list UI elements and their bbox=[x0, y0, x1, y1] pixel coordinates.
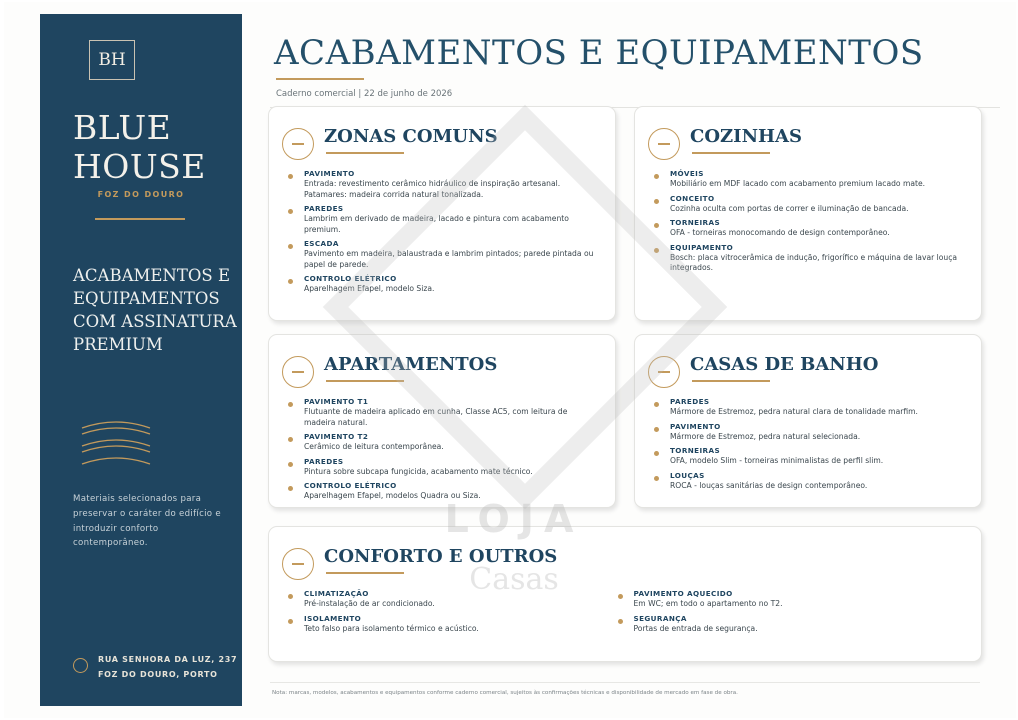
card-title: APARTAMENTOS bbox=[324, 354, 498, 375]
card-title: ZONAS COMUNS bbox=[324, 126, 498, 147]
waves-icon bbox=[80, 418, 152, 468]
bullet-icon bbox=[288, 402, 293, 407]
bullet-icon bbox=[654, 223, 659, 228]
item-label: PAVIMENTO AQUECIDO bbox=[633, 589, 733, 598]
item-text: Lambrim em derivado de madeira, lacado e pintura com acabamento premium. bbox=[304, 214, 569, 234]
bullet-icon bbox=[288, 279, 293, 284]
tagline: ACABAMENTOS E EQUIPAMENTOS COM ASSINATURA PREMIUM bbox=[73, 266, 237, 354]
item-label: SEGURANÇA bbox=[633, 613, 687, 623]
bullet-icon bbox=[654, 402, 659, 407]
bullet-icon bbox=[288, 437, 293, 442]
item-text: Mármore de Estremoz, pedra natural selecionada. bbox=[670, 431, 861, 441]
item-text: Cerâmico de leitura contemporânea. bbox=[304, 442, 444, 451]
list-item bbox=[670, 397, 963, 418]
footer-note: Nota: marcas, modelos, acabamentos e equipamentos conforme caderno comercial, sujeitos às confirmações técnicas e disponibilidade de mercado em fase de obra. bbox=[272, 690, 738, 696]
address-line1: RUA SENHORA DA LUZ, 237 bbox=[98, 655, 238, 664]
page-subtitle: Caderno comercial | 22 de junho de 2026 bbox=[276, 89, 453, 99]
item-text: Mármore de Estremoz, pedra natural clara de tonalidade marfim. bbox=[670, 407, 918, 416]
document-page bbox=[4, 2, 1016, 718]
item-text: OFA, modelo Slim - torneiras minimalistas de perfil slim. bbox=[670, 456, 884, 465]
item-label: PAREDES bbox=[304, 456, 344, 466]
card-title: COZINHAS bbox=[690, 126, 802, 147]
list-item bbox=[670, 243, 963, 274]
item-text: Mobiliário em MDF lacado com acabamento premium lacado mate. bbox=[670, 179, 926, 188]
brand-line2: HOUSE bbox=[73, 147, 206, 186]
location-pin-icon bbox=[73, 658, 88, 673]
item-label: TORNEIRAS bbox=[670, 218, 721, 227]
item-label: PAVIMENTO T1 bbox=[304, 397, 369, 406]
item-label: PAVIMENTO bbox=[670, 421, 721, 431]
list-item bbox=[670, 422, 963, 443]
bullet-icon bbox=[654, 427, 659, 432]
item-label: CLIMATIZAÇÃO bbox=[304, 589, 369, 598]
item-label: ESCADA bbox=[304, 239, 339, 248]
address-line2: FOZ DO DOURO, PORTO bbox=[98, 670, 218, 679]
footer-divider bbox=[270, 682, 980, 683]
page-title: ACABAMENTOS E EQUIPAMENTOS bbox=[274, 33, 924, 73]
list-item bbox=[670, 471, 963, 492]
minus-circle-icon bbox=[282, 128, 314, 160]
title-underline bbox=[276, 78, 364, 80]
bullet-icon bbox=[288, 594, 293, 599]
sidebar bbox=[40, 14, 242, 706]
item-label: CONTROLO ELÉTRICO bbox=[304, 274, 397, 283]
watermark-text: LOJA bbox=[444, 497, 584, 541]
bullet-icon bbox=[618, 619, 623, 624]
bullet-icon bbox=[288, 486, 293, 491]
item-label: ISOLAMENTO bbox=[304, 613, 362, 623]
title-underline bbox=[326, 572, 404, 574]
item-text: Teto falso para isolamento térmico e acústico. bbox=[304, 623, 479, 633]
item-label: PAREDES bbox=[670, 397, 710, 406]
bullet-icon bbox=[288, 462, 293, 467]
item-text: Portas de entrada de segurança. bbox=[633, 623, 758, 633]
bullet-icon bbox=[654, 451, 659, 456]
item-text: Aparelhagem Efapel, modelo Siza. bbox=[304, 284, 435, 293]
item-text: Flutuante de madeira aplicado em cunha, Classe AC5, com leitura de madeira natural. bbox=[304, 407, 568, 427]
brand-name bbox=[73, 108, 243, 186]
list-item bbox=[634, 589, 964, 610]
bullet-icon bbox=[654, 199, 659, 204]
title-underline bbox=[692, 152, 770, 154]
item-text: OFA - torneiras monocomando de design contemporâneo. bbox=[670, 228, 890, 237]
bullet-icon bbox=[288, 619, 293, 624]
item-text: ROCA - louças sanitárias de design contemporâneo. bbox=[670, 480, 868, 490]
item-label: TORNEIRAS bbox=[670, 446, 721, 455]
item-label: PAVIMENTO bbox=[304, 169, 355, 178]
item-columns bbox=[304, 589, 963, 638]
brand-location: FOZ DO DOURO bbox=[97, 190, 185, 199]
item-text: Entrada: revestimento cerâmico hidráulico de inspiração artesanal. Patamares: madeira corrida natural tonalizada. bbox=[304, 179, 561, 199]
bullet-icon bbox=[288, 174, 293, 179]
item-text: Cozinha oculta com portas de correr e iluminação de bancada. bbox=[670, 203, 909, 213]
item-text: Bosch: placa vitrocerâmica de indução, frigorífico e máquina de lavar louça integrados. bbox=[670, 252, 958, 272]
list-item bbox=[670, 446, 963, 467]
item-text: Pré-instalação de ar condicionado. bbox=[304, 599, 435, 608]
item-label: CONTROLO ELÉTRICO bbox=[304, 481, 397, 490]
list-item bbox=[670, 194, 963, 215]
title-underline bbox=[326, 152, 404, 154]
address bbox=[98, 652, 238, 682]
bullet-icon bbox=[288, 244, 293, 249]
list-item bbox=[634, 614, 964, 635]
list-item bbox=[670, 169, 963, 190]
title-underline bbox=[692, 380, 770, 382]
bullet-icon bbox=[288, 209, 293, 214]
item-label: CONCEITO bbox=[670, 193, 715, 203]
monogram-logo: BH bbox=[89, 40, 135, 80]
list-item bbox=[304, 614, 634, 635]
card-title: CONFORTO E OUTROS bbox=[324, 546, 558, 567]
item-label: LOUÇAS bbox=[670, 470, 705, 480]
bullet-icon bbox=[618, 594, 623, 599]
item-text: Aparelhagem Efapel, modelos Quadra ou Siza. bbox=[304, 491, 481, 500]
brand-line1: BLUE bbox=[73, 108, 172, 147]
card-title: CASAS DE BANHO bbox=[690, 354, 879, 375]
item-text: Pintura sobre subcapa fungicida, acabamento mate técnico. bbox=[304, 466, 533, 476]
bullet-icon bbox=[654, 174, 659, 179]
minus-circle-icon bbox=[282, 548, 314, 580]
bullet-icon bbox=[654, 476, 659, 481]
card-conforto-e-outros bbox=[268, 526, 982, 662]
item-text: Em WC; em todo o apartamento no T2. bbox=[633, 599, 783, 608]
intro-text: Materiais selecionados para preservar o caráter do edifício e introduzir conforto contemporâneo. bbox=[73, 494, 221, 549]
minus-circle-icon bbox=[648, 128, 680, 160]
item-label: PAREDES bbox=[304, 204, 344, 213]
item-label: PAVIMENTO T2 bbox=[304, 432, 369, 441]
card-casas-de-banho bbox=[634, 334, 982, 508]
divider bbox=[95, 218, 185, 220]
item-label: MÓVEIS bbox=[670, 169, 704, 178]
title-underline bbox=[326, 380, 404, 382]
item-list bbox=[670, 397, 963, 495]
item-column-right bbox=[634, 589, 964, 638]
minus-circle-icon bbox=[282, 356, 314, 388]
watermark-subtext: Casas bbox=[469, 562, 559, 597]
item-text: Pavimento em madeira, balaustrada e lambrim pintados; parede pintada ou papel de parede. bbox=[304, 249, 594, 269]
list-item bbox=[670, 218, 963, 239]
item-list bbox=[670, 169, 963, 278]
item-label: EQUIPAMENTO bbox=[670, 242, 734, 252]
